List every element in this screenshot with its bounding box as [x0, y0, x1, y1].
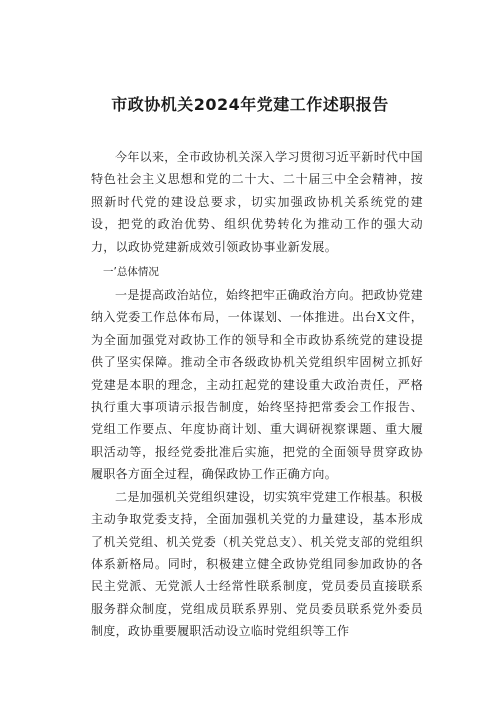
document-body — [91, 146, 423, 643]
paragraph-2: 二是加强机关党组织建设，切实筑牢党建工作根基。积极主动争取党委支持，全面加强机关党的力量建设，基本形成了机关党组、机关党委（机关党总支）、机关党支部的党组织体系新格局。同时，积极建立健全政协党组同参加政协的各民主党派、无党派人士经常性联系制度，党员委员直接联系服务群众制度，党组成员联系界别、党员委员联系党外委员制度，政协重要履职活动设立临时党组织等工作 — [91, 489, 423, 639]
document-title: 市政协机关2024年党建工作述职报告 — [111, 95, 389, 114]
section-heading: 一’总体情况 — [103, 266, 159, 279]
paragraph-1: 一是提高政治站位，始终把牢正确政治方向。把政协党建纳入党委工作总体布局，一体谋划、一体推进。出台X文件，为全面加强党对政协工作的领导和全市政协系统党的建设提供了坚实保障。推动全市各级政协机关党组织牢固树立抓好党建是本职的理念，主动扛起党的建设重大政治责任，严格执行重大事项请示报告制度，始终坚持把常委会工作报告、党组工作要点、年度协商计划、重大调研视察课题、重大履职活动等，报经党委批准后实施，把党的全面领导贯穿政协履职各方面全过程，确保政协工作正确方向。 — [91, 288, 423, 482]
intro-paragraph: 今年以来，全市政协机关深入学习贯彻习近平新时代中国特色社会主义思想和党的二十大、二十届三中全会精神，按照新时代党的建设总要求，切实加强政协机关系统党的建设，把党的政治优势、组织优势转化为推动工作的强大动力，以政协党建新成效引领政协事业新发展。 — [91, 150, 423, 254]
